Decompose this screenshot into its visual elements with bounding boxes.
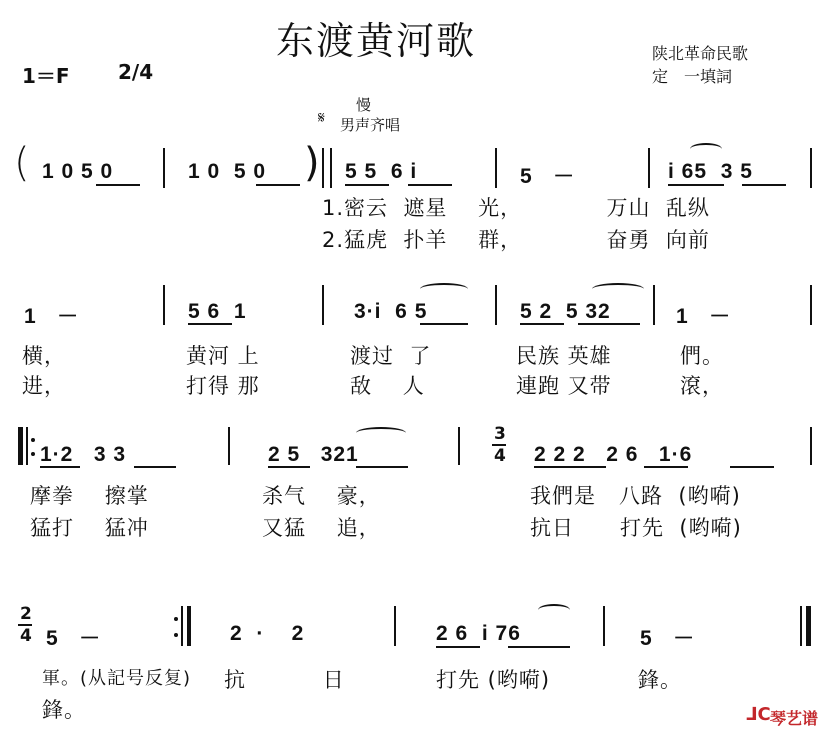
repeat-start-barline — [18, 427, 23, 465]
final-barline-thick — [806, 606, 811, 646]
underline-beam — [345, 184, 389, 186]
intro-measure-1: 1 0 5 0 — [42, 160, 114, 183]
measure-11: 2 2 2 2 6 1·6 — [534, 443, 693, 466]
slur — [538, 604, 570, 616]
lyric: 打先 (哟嗬) — [436, 668, 551, 692]
lyric: 抗 日 — [224, 668, 345, 692]
tempo-marking: 慢 — [356, 96, 372, 114]
barline — [648, 148, 650, 188]
barline — [330, 148, 332, 188]
measure-8: 1 － — [676, 305, 732, 328]
slur — [690, 143, 722, 155]
lyric: 民族 英雄 — [516, 344, 612, 368]
underline-beam — [668, 184, 724, 186]
lyric: 横， — [22, 344, 66, 368]
barline — [495, 148, 497, 188]
underline-beam — [644, 466, 688, 468]
measure-13: 2 · 2 — [230, 622, 305, 645]
underline-beam — [742, 184, 786, 186]
time-change-bottom: 4 — [20, 626, 32, 646]
barline — [394, 606, 396, 646]
measure-12: 5 － — [46, 627, 102, 650]
lyric: 渡过 了 — [350, 344, 432, 368]
lyric: 連跑 又带 — [516, 374, 612, 398]
lyrics-verse-1: 1.密云 遮星 光， 万山 乱纵 — [322, 196, 710, 220]
repeat-dot — [31, 438, 35, 442]
measure-5: 5 6 1 — [188, 300, 247, 323]
underline-beam — [534, 466, 606, 468]
barline — [181, 606, 183, 646]
barline — [163, 148, 165, 188]
lyric: 們。 — [680, 344, 724, 368]
lyrics-verse-2: 2.猛虎 扑羊 群， 奋勇 向前 — [322, 228, 710, 252]
measure-10: 2 5 321 — [268, 443, 359, 466]
measure-2: 5 － — [520, 165, 576, 188]
barline — [810, 427, 812, 465]
lyric: 敌 人 — [350, 374, 425, 398]
segno-icon: 𝄋 — [318, 108, 325, 127]
time-signature: 2/4 — [118, 60, 154, 84]
lyric: 抗日 打先 (哟嗬) — [530, 516, 742, 540]
underline-beam — [188, 323, 232, 325]
measure-1: 5 5 6 i — [345, 160, 418, 183]
measure-6: 3·i 6 5 — [354, 300, 428, 323]
barline — [810, 148, 812, 188]
key-signature: 1＝F — [22, 64, 70, 88]
barline — [810, 285, 812, 325]
time-change-top: 3 — [494, 424, 506, 444]
underline-beam — [420, 323, 468, 325]
lyric: 又猛 追， — [262, 516, 381, 540]
underline-beam — [730, 466, 774, 468]
lyric: 滾， — [680, 374, 724, 398]
underline-beam — [40, 466, 80, 468]
final-barline — [800, 606, 802, 646]
lyric: 我們是 八路 (哟嗬) — [530, 484, 741, 508]
repeat-end-barline — [187, 606, 191, 646]
lyric: 鋒。 — [638, 668, 682, 692]
measure-4: 1 － — [24, 305, 80, 328]
measure-15: 5 － — [640, 627, 696, 650]
watermark-logo: ⅃C — [746, 704, 771, 725]
measure-9: 1·2 3 3 — [40, 443, 127, 466]
watermark-text: 琴艺谱 — [770, 709, 819, 728]
barline — [322, 148, 324, 188]
intro-close-paren: ) — [304, 140, 320, 186]
barline — [163, 285, 165, 325]
repeat-dot — [174, 633, 178, 637]
measure-14: 2 6 i 76 — [436, 622, 521, 645]
lyric: 猛打 猛冲 — [30, 516, 149, 540]
lyric: 軍。(从記号反复) — [42, 668, 192, 689]
lyric: 黄河 上 — [186, 344, 260, 368]
section-label: 男声齐唱 — [340, 116, 401, 134]
underline-beam — [578, 323, 640, 325]
song-title: 东渡黄河歌 — [276, 19, 477, 63]
slur — [356, 427, 406, 439]
underline-beam — [96, 184, 140, 186]
underline-beam — [520, 323, 564, 325]
barline — [603, 606, 605, 646]
time-change-bottom: 4 — [494, 446, 506, 466]
source-credit: 陕北革命民歌 — [652, 44, 749, 63]
lyric: 进， — [22, 374, 66, 398]
slur — [592, 283, 644, 295]
barline — [322, 285, 324, 325]
underline-beam — [356, 466, 408, 468]
time-change-top: 2 — [20, 604, 32, 624]
measure-7: 5 2 5 32 — [520, 300, 611, 323]
barline — [228, 427, 230, 465]
repeat-dot — [174, 617, 178, 621]
underline-beam — [408, 184, 452, 186]
lyric: 杀气 豪， — [262, 484, 381, 508]
underline-beam — [436, 646, 480, 648]
underline-beam — [508, 646, 570, 648]
intro-measure-2: 1 0 5 0 — [188, 160, 267, 183]
intro-open-paren: ( — [14, 140, 30, 186]
barline — [458, 427, 460, 465]
barline — [653, 285, 655, 325]
lyric: 鋒。 — [42, 698, 86, 722]
lyric: 摩拳 擦掌 — [30, 484, 149, 508]
lyric: 打得 那 — [186, 374, 260, 398]
measure-3: i 65 3 5 — [668, 160, 753, 183]
underline-beam — [134, 466, 176, 468]
barline — [495, 285, 497, 325]
lyricist-credit: 定 一填詞 — [652, 67, 733, 86]
barline — [26, 427, 28, 465]
underline-beam — [256, 184, 300, 186]
repeat-dot — [31, 452, 35, 456]
underline-beam — [268, 466, 310, 468]
slur — [420, 283, 468, 295]
